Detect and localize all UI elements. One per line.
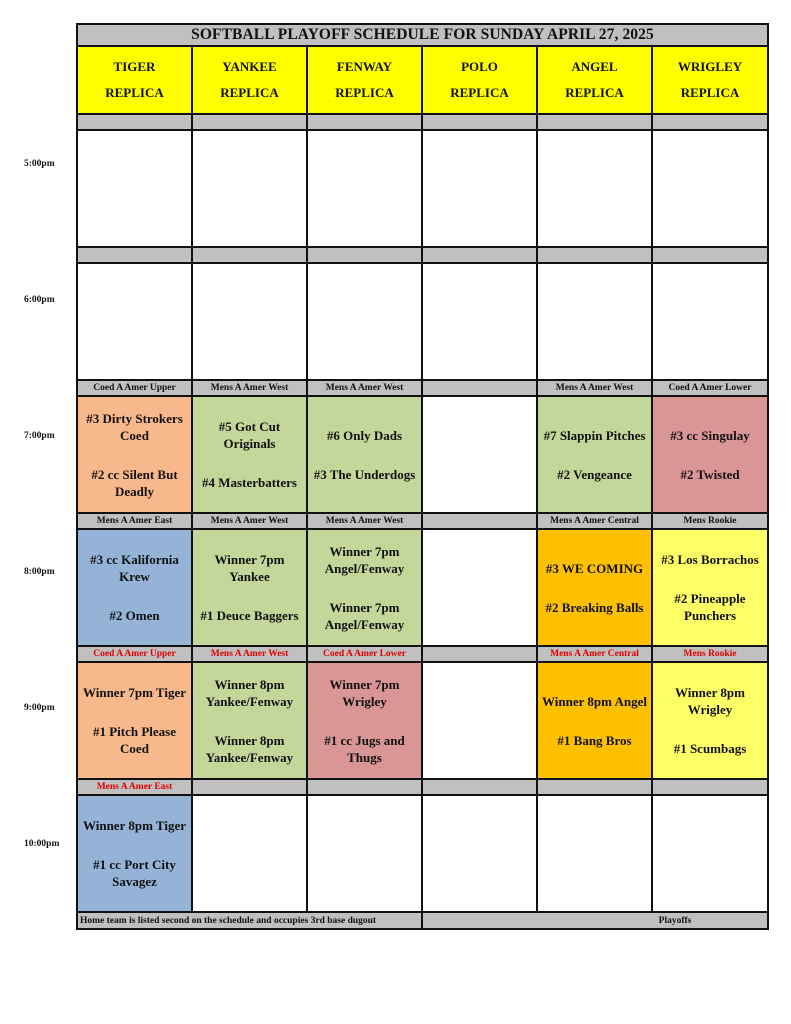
division-label — [422, 247, 537, 263]
game-cell — [192, 795, 307, 912]
time-column — [0, 0, 76, 1024]
home-team: #2 Pineapple Punchers — [674, 591, 746, 623]
home-team: #2 Omen — [109, 608, 160, 623]
home-team: #2 Twisted — [680, 466, 740, 482]
field-sub: REPLICA — [680, 85, 740, 100]
game-cell — [422, 795, 537, 912]
game-cell — [307, 263, 422, 380]
away-team: #7 Slappin Pitches — [543, 427, 646, 443]
game-cell — [192, 529, 307, 646]
game-cell — [307, 130, 422, 247]
game-cell — [422, 529, 537, 646]
time-label: 7:00pm — [24, 431, 55, 441]
schedule-table — [76, 23, 769, 930]
home-team: #3 The Underdogs — [313, 466, 416, 482]
game-cell — [307, 396, 422, 513]
away-team: Winner 8pm Yankee/Fenway — [205, 676, 294, 709]
division-label — [307, 247, 422, 263]
game-cell — [192, 396, 307, 513]
away-team: Winner 8pm Tiger — [82, 818, 187, 833]
division-label — [537, 779, 652, 795]
game-cell — [652, 263, 768, 380]
field-name: ANGEL — [571, 59, 618, 74]
field-header-row — [77, 46, 768, 114]
time-label: 8:00pm — [24, 567, 55, 577]
division-label — [537, 247, 652, 263]
time-slot-row — [77, 795, 768, 912]
game-cell — [537, 795, 652, 912]
game-cell — [192, 263, 307, 380]
division-label — [652, 247, 768, 263]
time-slot-row — [77, 662, 768, 779]
division-label — [422, 646, 537, 662]
division-label: Mens Rookie — [652, 513, 768, 529]
home-team: Winner 7pm Angel/Fenway — [324, 599, 405, 632]
time-label: 6:00pm — [24, 295, 55, 305]
game-cell — [652, 130, 768, 247]
away-team: #6 Only Dads — [326, 427, 403, 443]
game-cell — [537, 130, 652, 247]
title-row — [77, 24, 768, 46]
game-cell — [307, 795, 422, 912]
home-team: #1 Pitch Please Coed — [92, 724, 177, 756]
division-label — [537, 114, 652, 130]
division-label: Mens A Amer West — [192, 646, 307, 662]
away-team: #3 Los Borrachos — [661, 552, 759, 567]
division-label — [422, 513, 537, 529]
home-team-note: Home team is listed second on the schedule and occupies 3rd base dugout — [77, 912, 422, 929]
time-slot-row — [77, 263, 768, 380]
away-team: Winner 8pm Wrigley — [675, 685, 745, 717]
division-label — [77, 247, 192, 263]
division-label: Mens A Amer West — [537, 380, 652, 396]
schedule-title: SOFTBALL PLAYOFF SCHEDULE FOR SUNDAY APRIL 27, 2025 — [77, 24, 768, 46]
away-team: #5 Got Cut Originals — [218, 419, 281, 451]
division-label: Mens A Amer West — [192, 380, 307, 396]
field-header — [652, 46, 768, 114]
away-team: Winner 7pm Wrigley — [329, 676, 400, 709]
game-cell — [192, 130, 307, 247]
field-name: YANKEE — [222, 59, 277, 74]
division-label: Mens A Amer Central — [537, 646, 652, 662]
field-name: POLO — [461, 59, 498, 74]
home-team: #1 cc Jugs and Thugs — [324, 732, 405, 765]
division-label: Mens A Amer Central — [537, 513, 652, 529]
division-label — [307, 779, 422, 795]
field-header — [422, 46, 537, 114]
game-cell — [77, 662, 192, 779]
game-cell — [77, 396, 192, 513]
division-label: Mens A Amer East — [77, 513, 192, 529]
division-row — [77, 380, 768, 396]
game-cell — [422, 662, 537, 779]
home-team: #1 Deuce Baggers — [200, 608, 299, 623]
field-sub: REPLICA — [220, 85, 279, 100]
home-team: #1 Scumbags — [673, 741, 747, 756]
field-name: WRIGLEY — [677, 59, 743, 74]
game-cell — [537, 529, 652, 646]
division-label: Mens A Amer West — [192, 513, 307, 529]
division-row — [77, 646, 768, 662]
game-cell — [422, 396, 537, 513]
game-cell — [307, 529, 422, 646]
field-sub: REPLICA — [450, 85, 509, 100]
footer-label: Playoffs — [422, 912, 768, 929]
division-label — [422, 380, 537, 396]
division-label: Mens A Amer West — [307, 513, 422, 529]
footer-row — [77, 912, 768, 929]
game-cell — [77, 795, 192, 912]
away-team: Winner 7pm Yankee — [214, 552, 285, 584]
field-header — [77, 46, 192, 114]
away-team: #3 cc Kalifornia Krew — [90, 552, 179, 584]
away-team: Winner 7pm Tiger — [82, 685, 187, 700]
game-cell — [652, 795, 768, 912]
game-cell — [77, 529, 192, 646]
away-team: Winner 8pm Angel — [542, 693, 647, 709]
game-cell — [77, 130, 192, 247]
division-row — [77, 513, 768, 529]
game-cell — [537, 396, 652, 513]
field-sub: REPLICA — [105, 85, 164, 100]
division-label — [652, 114, 768, 130]
field-name: FENWAY — [336, 59, 393, 74]
division-label: Coed A Amer Lower — [652, 380, 768, 396]
away-team: Winner 7pm Angel/Fenway — [324, 543, 405, 576]
game-cell — [307, 662, 422, 779]
time-slot-row — [77, 130, 768, 247]
home-team: Winner 8pm Yankee/Fenway — [205, 732, 294, 765]
time-label: 10:00pm — [24, 839, 60, 849]
time-slot-row — [77, 396, 768, 513]
division-label — [652, 779, 768, 795]
division-label — [192, 247, 307, 263]
division-label: Mens Rookie — [652, 646, 768, 662]
division-label — [192, 114, 307, 130]
home-team: #4 Masterbatters — [202, 475, 297, 490]
division-row — [77, 247, 768, 263]
home-team: #2 Breaking Balls — [545, 599, 644, 615]
division-label — [422, 779, 537, 795]
game-cell — [422, 263, 537, 380]
field-header — [537, 46, 652, 114]
away-team: #3 WE COMING — [545, 560, 644, 576]
home-team: #1 cc Port City Savagez — [93, 857, 176, 889]
home-team: #2 cc Silent But Deadly — [91, 466, 178, 499]
division-label: Coed A Amer Upper — [77, 646, 192, 662]
division-label — [192, 779, 307, 795]
division-row — [77, 779, 768, 795]
game-cell — [652, 396, 768, 513]
game-cell — [192, 662, 307, 779]
game-cell — [537, 662, 652, 779]
game-cell — [652, 529, 768, 646]
field-header — [192, 46, 307, 114]
game-cell — [537, 263, 652, 380]
time-label: 9:00pm — [24, 703, 55, 713]
division-label: Mens A Amer East — [77, 779, 192, 795]
field-header — [307, 46, 422, 114]
field-sub: REPLICA — [565, 85, 624, 100]
division-label — [422, 114, 537, 130]
division-label — [307, 114, 422, 130]
time-slot-row — [77, 529, 768, 646]
away-team: #3 cc Singulay — [670, 427, 750, 443]
division-label: Coed A Amer Upper — [77, 380, 192, 396]
game-cell — [422, 130, 537, 247]
division-row — [77, 114, 768, 130]
field-sub: REPLICA — [335, 85, 394, 100]
division-label: Mens A Amer West — [307, 380, 422, 396]
away-team: #3 Dirty Strokers Coed — [86, 410, 183, 443]
time-label: 5:00pm — [24, 159, 55, 169]
division-label — [77, 114, 192, 130]
division-label: Coed A Amer Lower — [307, 646, 422, 662]
game-cell — [77, 263, 192, 380]
field-name: TIGER — [113, 59, 156, 74]
game-cell — [652, 662, 768, 779]
home-team: #2 Vengeance — [557, 466, 632, 482]
home-team: #1 Bang Bros — [557, 732, 632, 748]
